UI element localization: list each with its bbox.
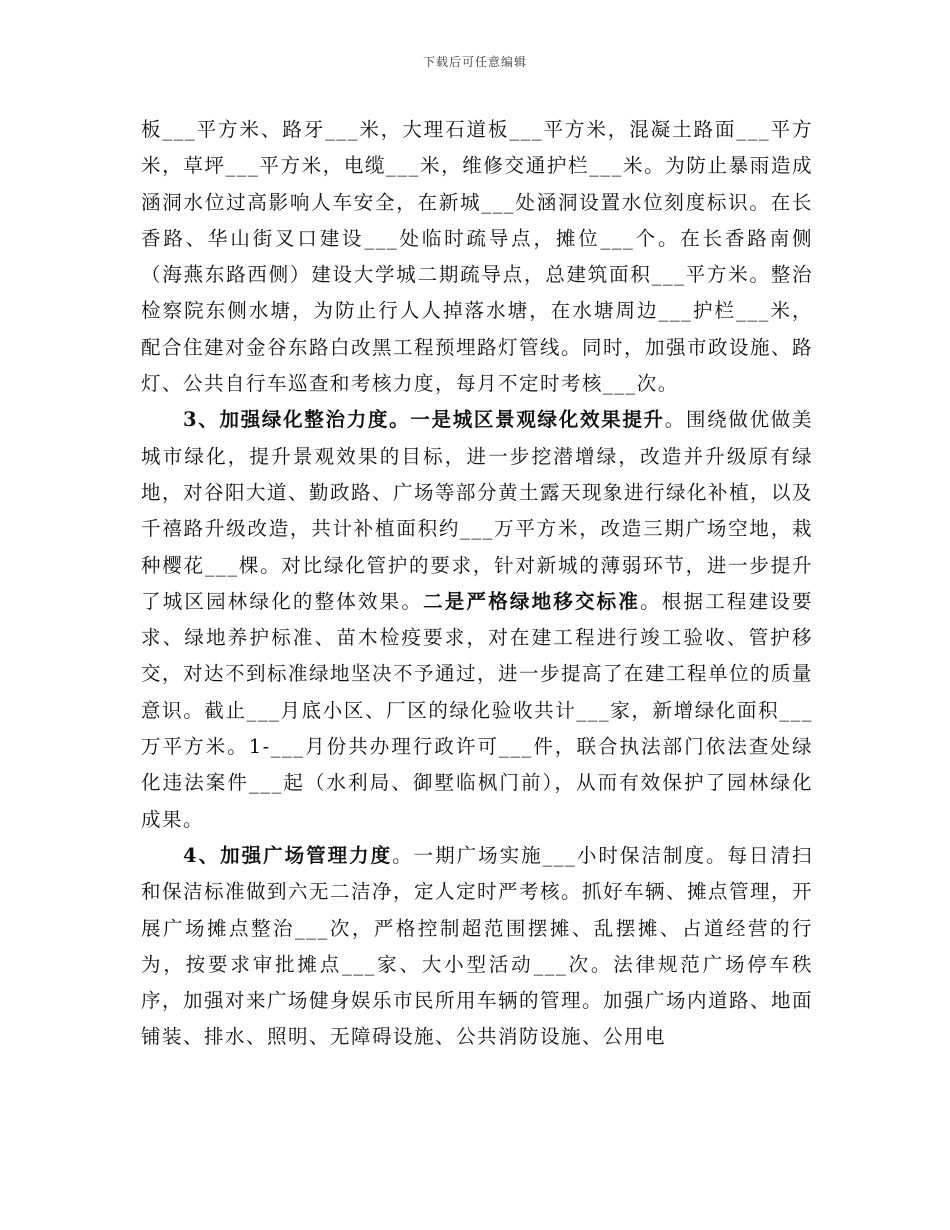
paragraph-text: 。一期广场实施___小时保洁制度。每日清扫和保洁标准做到六无二洁净，定人定时严考核。抓好车辆、摊点管理，开展广场摊点整治___次，严格控制超范围摆摊、乱摆摊、占道经营的行为，按要求审批摊点___家、大小型活动___次。法律规范广场停车秩序，加强对来广场健身娱乐市民所用车辆的管理。加强广场内道路、地面铺装、排水、照明、无障碍设施、公共消防设施、公用电: [141, 843, 814, 1049]
paragraph-text: 。围绕做优做美城市绿化，提升景观效果的目标，进一步挖潜增绿，改造并升级原有绿地，对谷阳大道、勤政路、广场等部分黄土露天现象进行绿化补植，以及千禧路升级改造，共计补植面积约___万平方米，改造三期广场空地，栽种樱花___棵。对比绿化管护的要求，针对新城的薄弱环节，进一步提升了城区园林绿化的整体效果。: [141, 408, 814, 613]
subheading-landscape: 一是城区景观绿化效果提升: [410, 408, 665, 432]
section-heading-greening: 3、加强绿化整治力度。: [183, 408, 411, 432]
section-heading-square: 4、加强广场管理力度: [183, 843, 393, 867]
paragraph-greening: [141, 402, 813, 838]
page-header: 下载后可任意编辑: [422, 55, 527, 69]
paragraph-square-management: [141, 838, 813, 1056]
subheading-green-handover: 二是严格绿地移交标准: [423, 589, 641, 613]
paragraph-text: 。根据工程建设要求、绿地养护标准、苗木检疫要求，对在建工程进行竣工验收、管护移交，对达不到标准绿地坚决不予通过，进一步提高了在建工程单位的质量意识。截止___月底小区、厂区的绿化验收共计___家，新增绿化面积___万平方米。1-___月份共办理行政许可___件，联合执法部门依法查处绿化违法案件___起（水利局、御墅临枫门前），从而有效保护了园林绿化成果。: [141, 589, 814, 831]
paragraph-municipal-facilities: [141, 112, 813, 402]
paragraph-text: 板___平方米、路牙___米，大理石道板___平方米，混凝土路面___平方米，草坪___平方米，电缆___米，维修交通护栏___米。为防止暴雨造成涵洞水位过高影响人车安全，在新城___处涵洞设置水位刻度标识。在长香路、华山街叉口建设___处临时疏导点，摊位___个。在长香路南侧（海燕东路西侧）建设大学城二期疏导点，总建筑面积___平方米。整治检察院东侧水塘，为防止行人人掉落水塘，在水塘周边___护栏___米，配合住建对金谷东路白改黑工程预埋路灯管线。同时，加强市政设施、路灯、公共自行车巡查和考核力度，每月不定时考核___次。: [141, 118, 814, 396]
document-body: [141, 112, 813, 1056]
